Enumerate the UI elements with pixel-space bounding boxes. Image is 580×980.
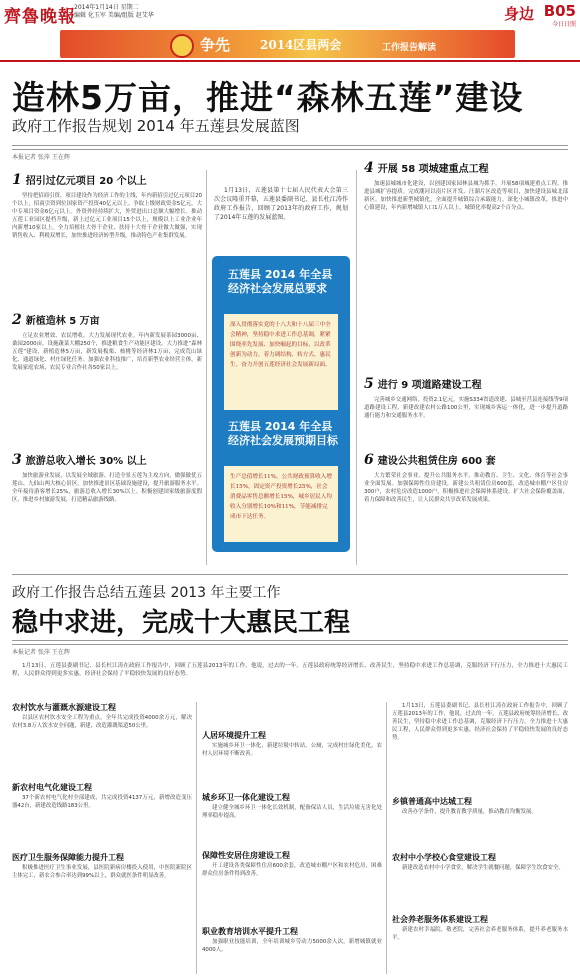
second-col-1 (12, 702, 192, 974)
column-divider (386, 702, 387, 974)
column-divider (196, 702, 197, 974)
second-intro: 1月13日，五莲县委副书记、县长杜江涛在政府工作报告中，回顾了五莲县2013年的工作，他说，过去的一年，五莲县政府统筹经济增长、改善民生，坚持稳中求进工作总基调，克服经济下行压力，全力推进十大惠民工程，人民群众得到更多实惠，经济社会保持了平稳较快发展的良好态势。 (12, 663, 568, 678)
item-6-continued: 1月13日，五莲县委副书记、县长杜江涛在政府工作报告中，回顾了五莲县2013年的工作，他说，过去的一年，五莲县政府统筹经济增长、改善民生，坚持稳中求进工作总基调，克服经济下行压力，全力推进十大惠民工程，人民群众得到更多实惠，经济社会保持了平稳较快发展的良好态势。 (392, 703, 568, 742)
right-column (364, 160, 568, 570)
item-1-body: 以县区农村饮水安全工程为重点，全年共完成投资4000余万元，解决农村3.8万人饮水安全问题，新建、改造灌溉渠道50公里。 (12, 715, 192, 730)
item-8-body: 改善办学条件，提升教育教学质量，推动教育均衡发展。 (402, 809, 537, 815)
item-4-body: 实施城乡环卫一体化，新建垃圾中转站、公厕，完成村庄绿化美化，农村人居环境不断改善。 (202, 743, 382, 758)
item-6-title: 保障性安居住房建设工程 (202, 851, 290, 860)
item-9-body: 新建改造农村中小学食堂，解决学生就餐问题，保障学生饮食安全。 (402, 865, 564, 871)
box-title-1: 五莲县 2014 年全县经济社会发展总要求 (228, 268, 333, 295)
section-6-body: 大力繁荣社会事业，提升公共服务水平，推动教育、卫生、文化、体育等社会事业全面发展。加强保障性住房建设，新建公共租赁住房600套，改造城市棚户区住房300户，农村危房改造1000户。积极推进社会保障体系建设，扩大社会保险覆盖面，着力保障和改善民生，让人民群众共享改革发展成果。 (364, 473, 568, 504)
box-text-2: 生产总值增长11%，公共财政预算收入增长15%，固定资产投资增长25%，社会消费品零售总额增长15%，城乡居民人均收入分别增长10%和11%，节能减排完成市下达任务。 (230, 474, 332, 520)
headline-rule (12, 145, 568, 150)
section-5-title: 5 进行 9 项道路建设工程 (364, 376, 482, 392)
editor-text: 编辑 化玉军 美编/组版 赵艾华 (74, 12, 154, 19)
section-3-title: 3 旅游总收入增长 30% 以上 (12, 452, 147, 468)
item-8-title: 乡镇普通高中达城工程 (392, 797, 472, 806)
page-subtitle: 今日日照 (551, 21, 576, 28)
box-text-1: 深入贯彻落实党的十八大和十八届三中全会精神，坚持稳中求进工作总基调，紧紧围绕率先发展、加快崛起的目标，以改革创新为动力，着力调结构、转方式、惠民生，奋力开创五莲经济社会发展新局面。 (230, 322, 331, 368)
banner-title: 2014区县两会 (260, 38, 342, 52)
date-line (74, 4, 154, 20)
box-title-2: 五莲县 2014 年全县经济社会发展预期目标 (228, 420, 338, 447)
goals-box (212, 256, 350, 552)
section-3-body: 加快旅游业发展，以发展全域旅游、打造全景五莲为主攻方向，做强做优五莲山、九仙山两大核心景区，加快推进景区基础设施建设，提升旅游服务水平。全年接待游客增长25%，旅游总收入增长30%以上。积极创建国家级旅游度假区，推进乡村旅游发展，打造精品旅游线路。 (12, 473, 202, 504)
section-1-title: 1 招引过亿元项目 20 个以上 (12, 172, 147, 188)
item-7-body: 加强职业技能培训，全年培训城乡劳动力5000余人次，新增城镇就业4000人。 (202, 939, 382, 954)
item-1-title: 农村饮水与灌溉水源建设工程 (12, 703, 116, 712)
main-headline: 造林5万亩，推进“森林五莲”建设 (12, 78, 524, 117)
newspaper-logo: 齊魯晚報 (4, 7, 76, 27)
section-name: 身边 (503, 5, 534, 23)
emblem-icon (170, 34, 194, 58)
lianghui-banner (60, 30, 515, 58)
section-1-body: 坚持把招商引资、项目建设作为经济工作的主线，年内新招引过亿元项目20个以上，招商引资到位国家资产投资40亿元以上。争取上级财政资金5亿元，大中专项目资金6亿元以上。外资外经持续扩大，外贸进出口总额大幅增长。推动五莲工业园区提档升级，新上过亿元工业项目15个以上，规模以上工业企业年内新增10家以上。全力培植壮大骨干企业，扶持十大骨干企业做大做强，实现销售收入、利税双增长，加快推进经济转型升级，推动特色产业集群发展。 (12, 193, 202, 240)
item-9-title: 农村中小学校心食堂建设工程 (392, 853, 496, 862)
item-3-title: 医疗卫生服务保障能力提升工程 (12, 853, 124, 862)
left-column (12, 172, 202, 567)
item-3-body: 积极推进医疗卫生事业发展，县医院新病房楼投入使用，中医院新院区主体完工，新农合参合率达到99%以上，群众就医条件明显改善。 (12, 865, 192, 880)
main-byline: 本报记者 张萍 王在辉 (12, 154, 70, 161)
item-5-body: 建立健全城乡环卫一体化长效机制，配备保洁人员，生活垃圾无害化处理率稳步提高。 (202, 805, 382, 820)
item-5-title: 城乡环卫一体化建设工程 (202, 793, 290, 802)
box-panel-1 (224, 314, 338, 410)
masthead-rule (0, 60, 580, 62)
second-headline: 稳中求进，完成十大惠民工程 (12, 608, 351, 638)
section-2-title: 2 新植造林 5 万亩 (12, 312, 100, 328)
box-panel-2 (224, 466, 338, 542)
section-5-body: 完善城乡交通网络，投资2.1亿元，实施S334省道改建、县城至莒县连接线等9项道路建设工程，新建改建农村公路100公里，实现城乡客运一体化，进一步提升道路通行能力和交通服务水平。 (364, 397, 568, 420)
banner-subtitle: 工作报告解读 (382, 43, 437, 53)
date-text: 2014年1月14日 星期二 (74, 4, 139, 11)
second-col-3 (392, 702, 568, 974)
second-headline-rule (12, 640, 568, 645)
second-byline: 本报记者 张萍 王在辉 (12, 649, 70, 656)
item-2-body: 37个新农村电气化村全部建成，共完成投资4137万元，新增改造变压器42台，新建改造线路183公里。 (12, 795, 192, 810)
column-divider (356, 170, 357, 565)
article-divider (12, 574, 568, 575)
item-7-title: 职业教育培训水平提升工程 (202, 927, 298, 936)
section-6-title: 6 建设公共租赁住房 600 套 (364, 452, 496, 468)
item-2-title: 新农村电气化建设工程 (12, 783, 92, 792)
section-2-body: 立足农业增效、农民增收，大力发展现代农业。年内新发展茶园3000亩、桑园2000亩，设施蔬菜大棚250个，推进粮食生产功能区建设。大力推进“森林五莲”建设，新植造林5万亩，新发展板栗、核桃等经济林1万亩，完成荒山绿化、通道绿化、村庄绿化任务。加强农业科技推广，培育新型农业经营主体，新发展家庭农场、农民专业合作社各50家以上。 (12, 333, 202, 372)
main-subtitle: 政府工作报告规划 2014 年五莲县发展蓝图 (12, 117, 300, 135)
main-intro: 1月13日，五莲县第十七届人民代表大会第三次会议隆重开幕，五莲县委副书记、县长杜江涛作政府工作报告，回顾了2013年的政府工作，规划了2014年五莲的发展蓝图。 (214, 187, 348, 221)
second-subtitle: 政府工作报告总结五莲县 2013 年主要工作 (12, 585, 281, 601)
second-col-2 (202, 702, 382, 974)
item-10-title: 社会养老服务体系建设工程 (392, 915, 488, 924)
section-4-title: 4 开展 58 项城建重点工程 (364, 160, 489, 176)
banner-slogan: 争先 (200, 36, 231, 54)
page-number: B05 (543, 2, 576, 20)
item-4-title: 人居环境提升工程 (202, 731, 266, 740)
item-6-body: 开工建设各类保障性住房600余套，改造城市棚户区和农村危房，困难群众住房条件得到改善。 (202, 863, 382, 878)
column-divider (206, 170, 207, 565)
item-10-body: 新建农村幸福院、敬老院，完善社会养老服务体系，提升养老服务水平。 (392, 927, 568, 942)
section-4-body: 加速县城城市化建设，以创建国家园林县城为抓手，开展58项城建重点工程，推进县城扩容提质。完成潮河以南片区开发、汪湖片区改造等项目，加快建设县城北部新区。加快推进新型城镇化，全面提升城镇综合承载能力。深化小城镇改革，推进中心镇建设，年内新增城镇人口1万人以上，城镇化率提高2个百分点。 (364, 181, 568, 212)
